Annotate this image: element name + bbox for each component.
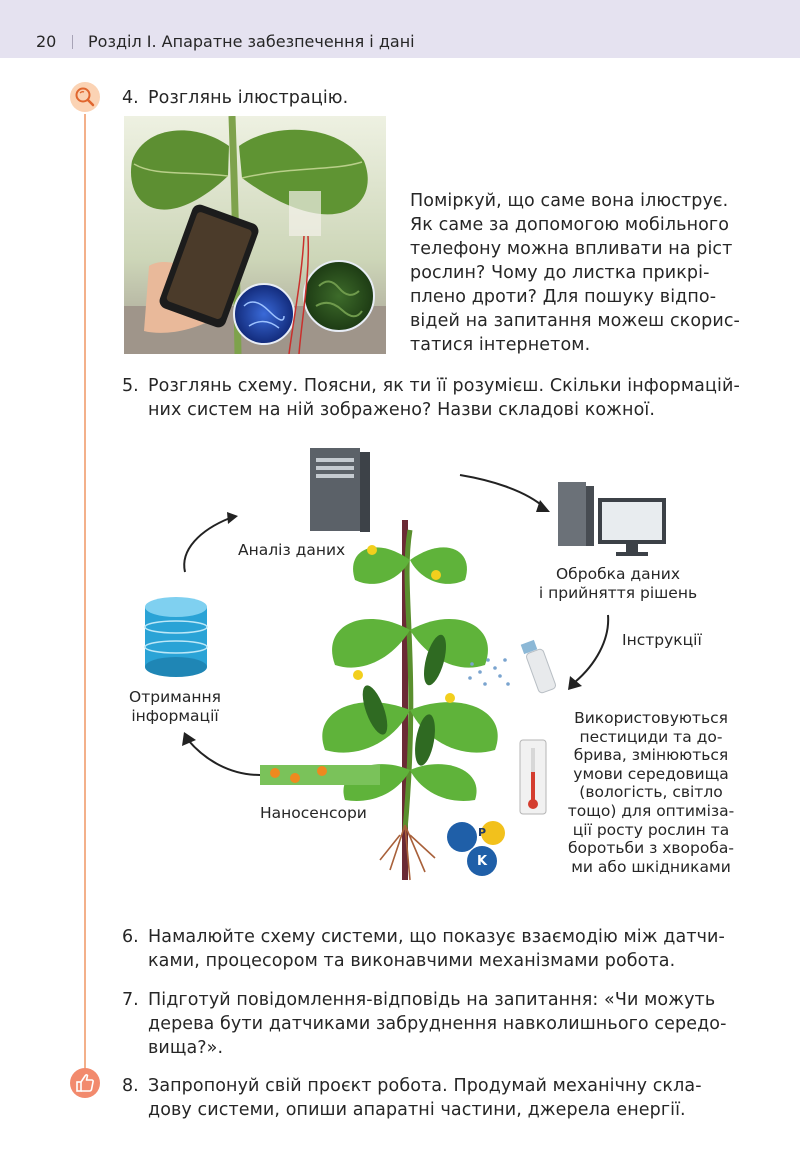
task-6-number: 6. — [122, 927, 139, 947]
task-4-question-line: телефону можна впливати на ріст — [410, 239, 733, 259]
processing-label-line: Обробка даних — [555, 565, 681, 583]
task-4-question-line: татися інтернетом. — [410, 335, 591, 355]
processing-label-line: і прийняття рішень — [538, 584, 698, 602]
task-8-text-line: Запропонуй свій проєкт робота. Продумай механічну скла- — [148, 1076, 702, 1096]
task-5-number: 5. — [122, 376, 139, 396]
task-4-question-line: рослин? Чому до листка прикрі- — [410, 263, 710, 283]
task-7-number: 7. — [122, 990, 139, 1010]
chapter-title: Розділ I. Апаратне забезпечення і дані — [88, 32, 415, 51]
page-number: 20 — [36, 32, 57, 51]
nanosensors-label: Наносенсори — [260, 804, 367, 822]
receiving-label — [115, 688, 235, 726]
effects-label-line: брива, змінюються — [573, 746, 729, 765]
receiving-label-line: інформації — [131, 707, 219, 725]
effects-label-line: Використовуються — [574, 709, 728, 727]
task-7-text-line: дерева бути датчиками забруднення навколишнього середо- — [148, 1014, 727, 1034]
effects-label-line: умови середовища — [573, 764, 729, 783]
task-4-text: Розглянь ілюстрацію. — [148, 88, 349, 108]
task-4-question-line: Поміркуй, що саме вона ілюструє. — [410, 191, 729, 211]
npk-label-p: P — [478, 826, 487, 839]
receiving-label-line: Отримання — [129, 688, 221, 706]
npk-label-k: K — [477, 854, 488, 869]
task-8-text-line: дову системи, опиши апаратні частини, джерела енергії. — [148, 1100, 686, 1120]
task-4-number: 4. — [122, 88, 139, 108]
task-5-text-line: них систем на ній зображено? Назви складові кожної. — [148, 400, 656, 420]
processing-label — [528, 565, 708, 603]
page-header — [0, 0, 800, 58]
task-6-text-line: Намалюйте схему системи, що показує взаємодію між датчи- — [148, 927, 725, 947]
effects-label-line: тощо) для оптимізa- — [567, 801, 735, 820]
effects-label-line: пестициди та до- — [579, 727, 723, 746]
task-4-question-line: плено дроти? Для пошуку відпо- — [410, 287, 717, 307]
task-4-question-line: Як саме за допомогою мобільного — [410, 215, 730, 235]
task-side-line — [84, 114, 86, 1076]
plant-phone-illustration — [124, 116, 386, 354]
effects-label — [556, 709, 746, 876]
task-7-text-line: вища?». — [148, 1038, 224, 1058]
thumbs-up-icon — [70, 1068, 100, 1098]
header-divider — [72, 35, 73, 49]
task-5-text-line: Розглянь схему. Поясни, як ти її розумієш. Скільки інформацій- — [148, 376, 740, 396]
analysis-label: Аналіз даних — [238, 541, 346, 559]
npk-label-n: N — [348, 826, 359, 841]
task-8-number: 8. — [122, 1076, 139, 1096]
task-6-text-line: ками, процесором та виконавчими механізмами робота. — [148, 951, 676, 971]
search-icon — [70, 82, 100, 112]
task-4-question-line: відей на запитання можеш скорис- — [410, 311, 740, 331]
effects-label-line: ми або шкідниками — [571, 857, 731, 876]
instructions-label: Інструкції — [622, 631, 702, 649]
effects-label-line: боротьби з хвороба- — [567, 839, 735, 858]
effects-label-line: (вологість, світло — [579, 783, 723, 802]
effects-label-line: ції росту рослин та — [572, 820, 730, 839]
task-7-text-line: Підготуй повідомлення-відповідь на запитання: «Чи можуть — [148, 990, 716, 1010]
information-system-scheme — [110, 440, 750, 890]
